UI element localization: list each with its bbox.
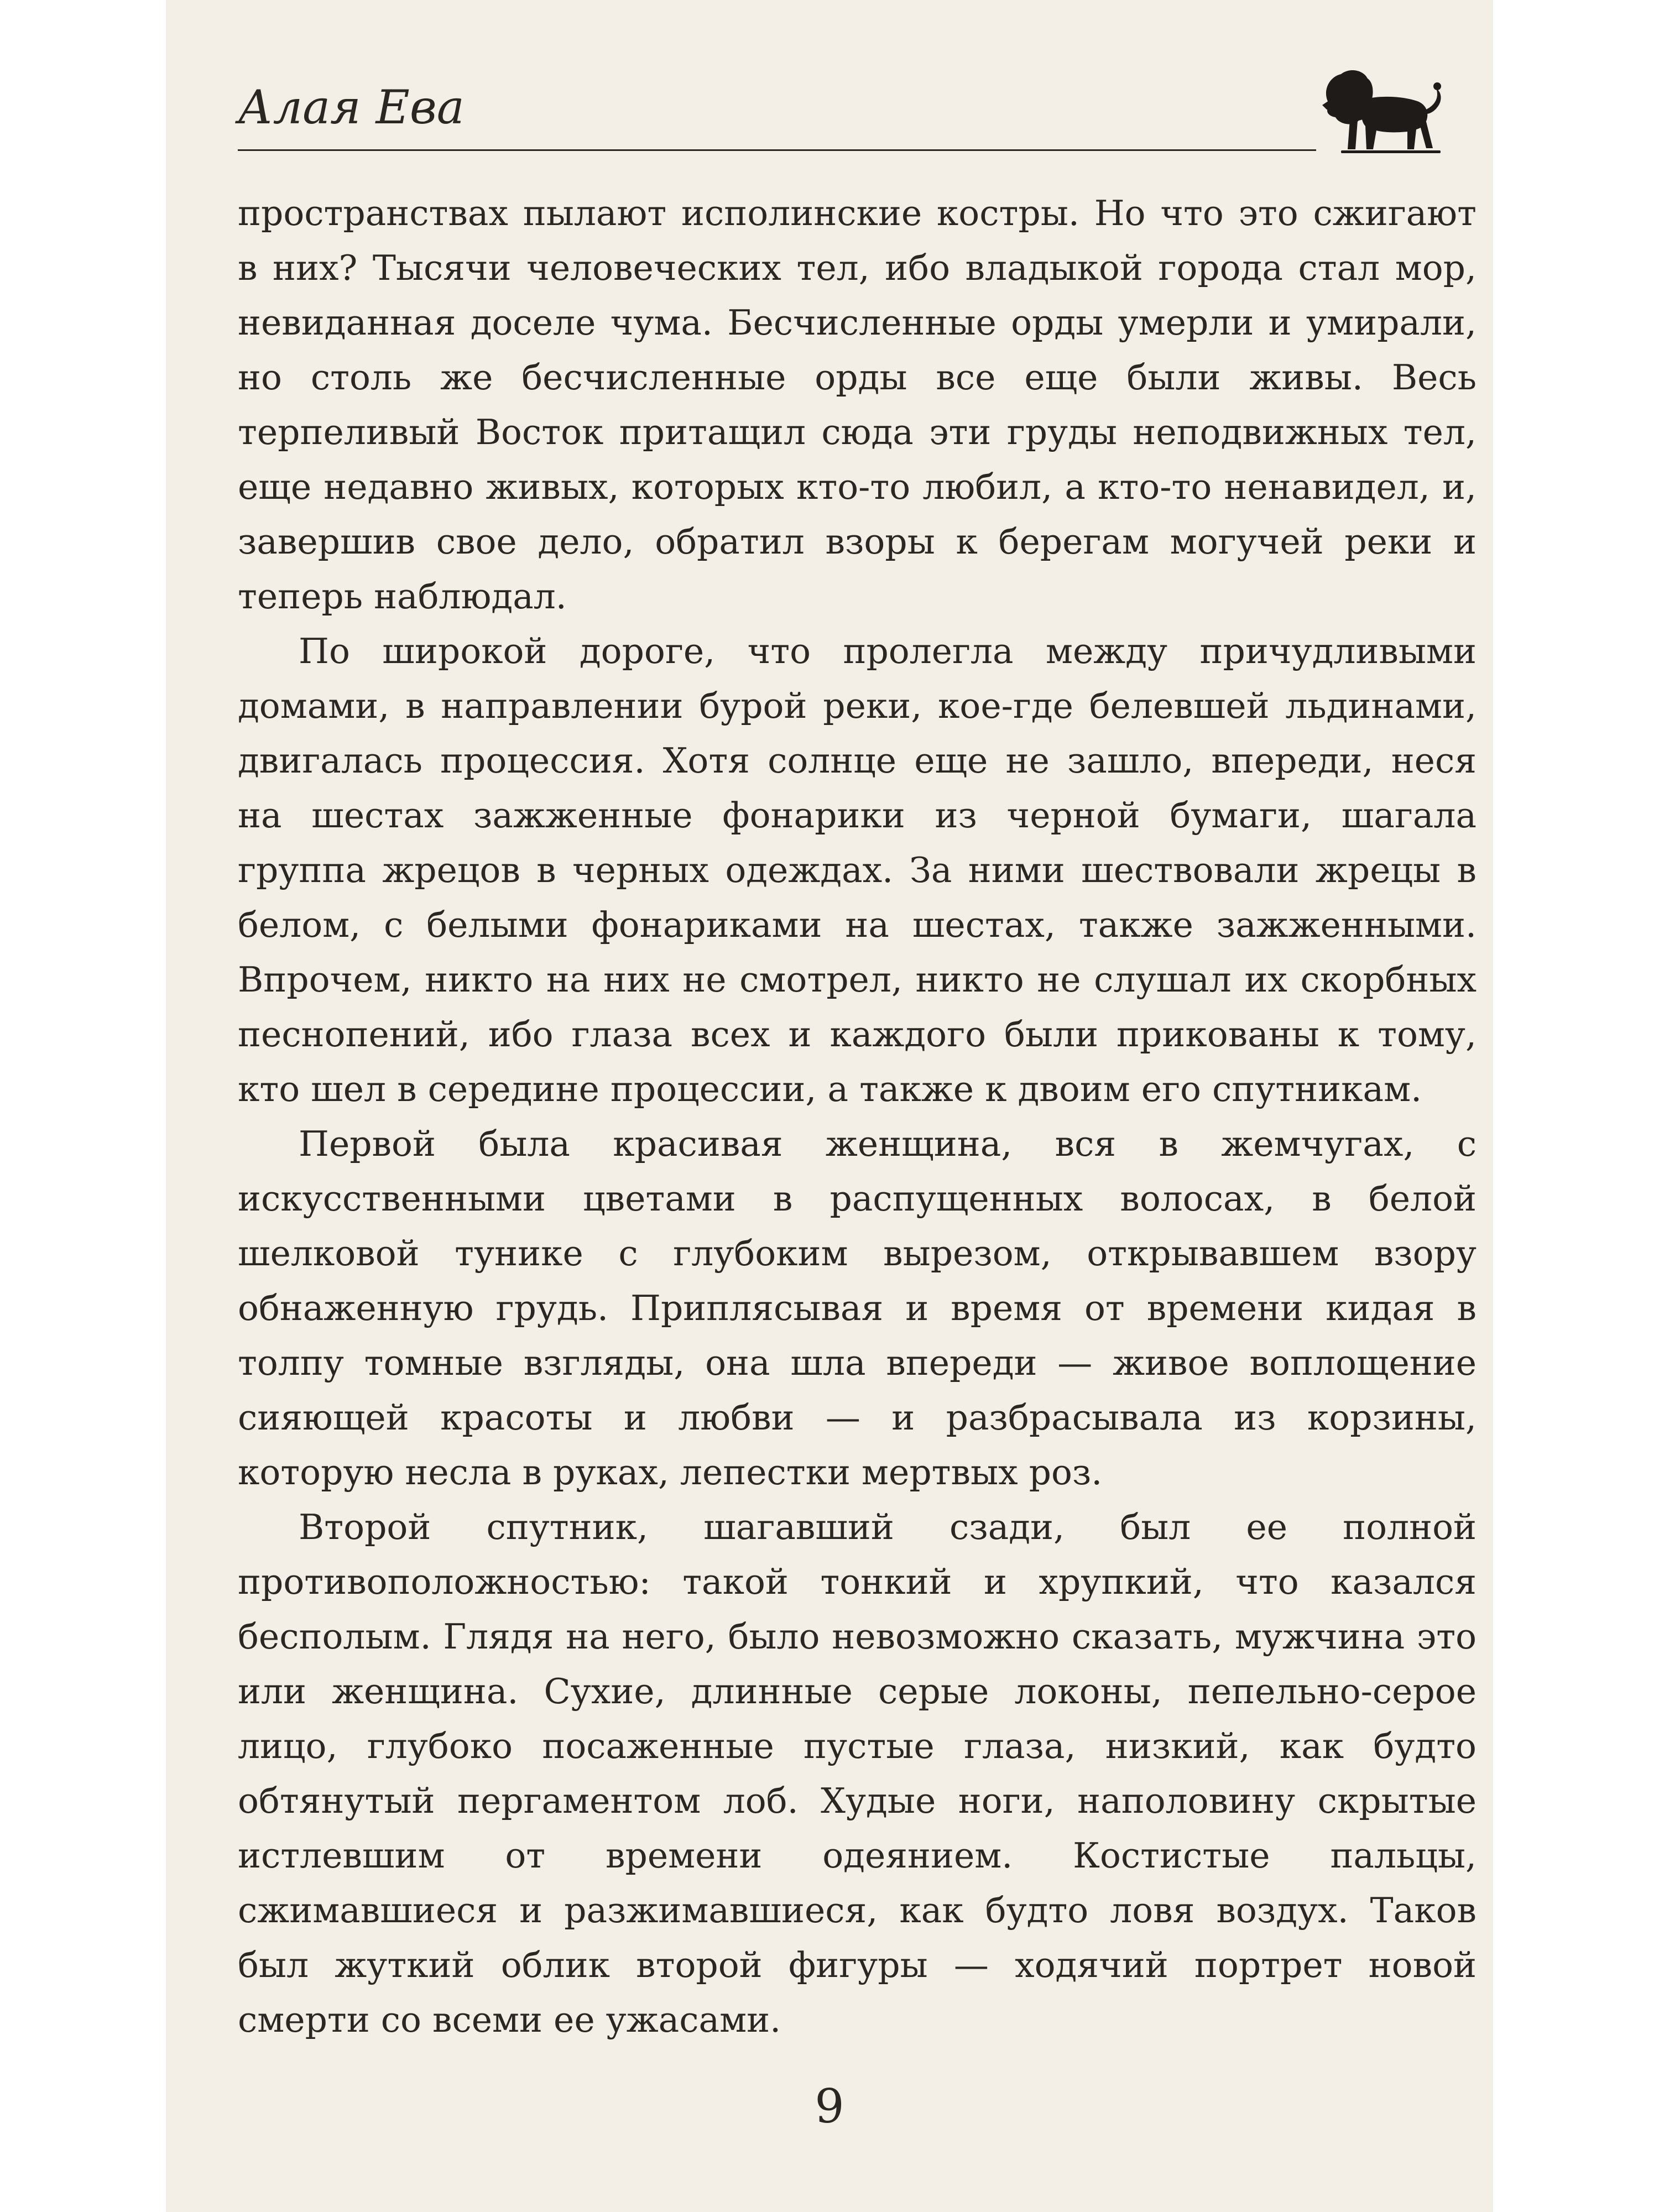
book-page (166, 0, 1493, 2212)
paragraph-5 (238, 2047, 1477, 2049)
page-header (238, 55, 1477, 182)
body-text (238, 186, 1477, 2049)
page-number: 9 (815, 2079, 844, 2133)
running-title: Алая Ева (238, 80, 465, 134)
paragraph-3: Первой была красивая женщина, вся в жемчугах, с искусственными цветами в распущенных волосах, в белой шелковой тунике с глубоким вырезом, открывавшем взору обнаженную грудь. Приплясывая и время от времени кидая в толпу томные взгляды, она шла впереди — живое воплощение сияющей красоты и любви — и разбрасывала из корзины, которую несла в руках, лепестки мертвых роз. (238, 1124, 1477, 1493)
paragraph-2: По широкой дороге, что пролегла между причудливыми домами, в направлении бурой реки, кое-где белевшей льдинами, двигалась процессия. Хотя солнце еще не зашло, впереди, неся на шестах зажженные фонарики из черной бумаги, шагала группа жрецов в черных одеждах. За ними шествовали жрецы в белом, с белыми фонариками на шестах, также зажженными. Впрочем, никто на них не смотрел, никто не слушал их скорбных песнопений, ибо глаза всех и каждого были прикованы к тому, кто шел в середине процессии, а также к двоим его спутникам. (238, 631, 1477, 1109)
paragraph-4: Второй спутник, шагавший сзади, был ее полной противоположностью: такой тонкий и хрупкий, что казался бесполым. Глядя на него, было невозможно сказать, мужчина это или женщина. Сухие, длинные серые локоны, пепельно-серое лицо, глубоко посаженные пустые глаза, низкий, как будто обтянутый пергаментом лоб. Худые ноги, наполовину скрытые истлевшим от времени одеянием. Костистые пальцы, сжимавшиеся и разжимавшиеся, как будто ловя воздух. Таков был жуткий облик второй фигуры — ходячий портрет новой смерти со всеми ее ужасами. (238, 1507, 1477, 2040)
header-rule (238, 149, 1316, 151)
lion-icon (1319, 66, 1446, 163)
paragraph-1: пространствах пылают исполинские костры. Но что это сжигают в них? Тысячи человеческих тел, ибо владыкой города стал мор, невиданная доселе чума. Бесчисленные орды умерли и умирали, но столь же бесчисленные орды все еще были живы. Весь терпеливый Восток притащил сюда эти груды неподвижных тел, еще недавно живых, которых кто-то любил, а кто-то ненавидел, и, завершив свое дело, обратил взоры к берегам могучей реки и теперь наблюдал. (238, 193, 1477, 617)
